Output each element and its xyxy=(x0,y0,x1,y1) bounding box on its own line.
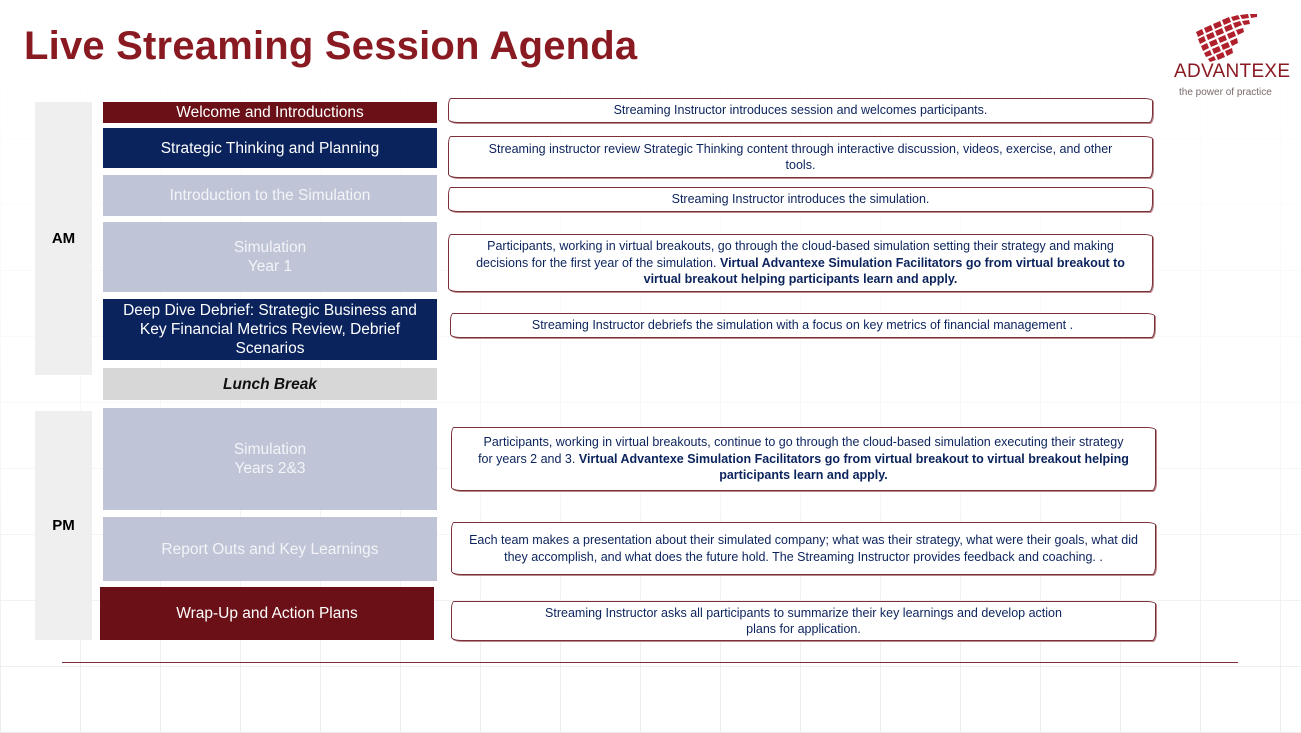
description-text: Each team makes a presentation about their simulated company; what was their strategy, what were their goals, what did they accomplish, and what does the future hold. The Streaming Instructor provides feedback and coaching. . xyxy=(469,533,1138,564)
description-paragraph xyxy=(461,238,1140,288)
description-strategic-thinking xyxy=(448,136,1153,178)
description-simulation-year1 xyxy=(448,234,1153,292)
description-paragraph xyxy=(476,434,1131,484)
description-emphasis: Virtual Advantexe Simulation Facilitators go from virtual breakout to virtual breakout helping participants learn and apply. xyxy=(643,255,1125,287)
agenda-item-simulation-years23: Simulation Years 2&3 xyxy=(103,408,437,510)
agenda-item-intro-simulation: Introduction to the Simulation xyxy=(103,175,437,216)
agenda-item-simulation-year1: Simulation Year 1 xyxy=(103,222,437,292)
agenda-item-wrapup: Wrap-Up and Action Plans xyxy=(100,587,434,640)
agenda-item-deep-dive: Deep Dive Debrief: Strategic Business and Key Financial Metrics Review, Debrief Scenarios xyxy=(103,299,437,360)
footer-divider xyxy=(62,662,1238,663)
description-deep-dive xyxy=(450,313,1155,338)
agenda-item-strategic-thinking: Strategic Thinking and Planning xyxy=(103,128,437,168)
agenda-item-welcome: Welcome and Introductions xyxy=(103,102,437,123)
description-report-outs xyxy=(451,522,1156,575)
logo-wordmark: ADVANTEXE xyxy=(1174,61,1291,82)
description-simulation-years23 xyxy=(451,427,1156,491)
period-am: AM xyxy=(35,102,92,375)
period-pm: PM xyxy=(35,411,92,640)
description-text: Participants, working in virtual breakouts, continue to go through the cloud-based simulation executing their strategy for years 2 and 3. xyxy=(478,435,1124,466)
description-text: Streaming Instructor introduces the simulation. xyxy=(671,192,930,207)
description-text: Streaming instructor review Strategic Thinking content through interactive discussion, videos, exercise, and other tools. xyxy=(488,141,1113,172)
description-text: Participants, working in virtual breakouts, go through the cloud-based simulation setting their strategy and making decisions for the first year of the simulation. xyxy=(476,239,1114,270)
description-welcome xyxy=(448,98,1153,123)
description-text: Streaming Instructor introduces session and welcomes participants. xyxy=(613,103,988,118)
description-wrapup xyxy=(451,601,1156,641)
agenda-item-lunch: Lunch Break xyxy=(103,368,437,400)
description-text: Streaming Instructor debriefs the simulation with a focus on key metrics of financial management . xyxy=(531,318,1074,333)
description-emphasis: Virtual Advantexe Simulation Facilitators go from virtual breakout to virtual breakout helping participants learn and apply. xyxy=(578,451,1129,483)
page-title: Live Streaming Session Agenda xyxy=(24,24,638,68)
logo-tagline: the power of practice xyxy=(1179,87,1272,98)
agenda-item-report-outs: Report Outs and Key Learnings xyxy=(103,517,437,581)
description-text: Streaming Instructor asks all participants to summarize their key learnings and develop action plans for application. xyxy=(545,605,1062,636)
description-intro-simulation xyxy=(448,187,1153,212)
